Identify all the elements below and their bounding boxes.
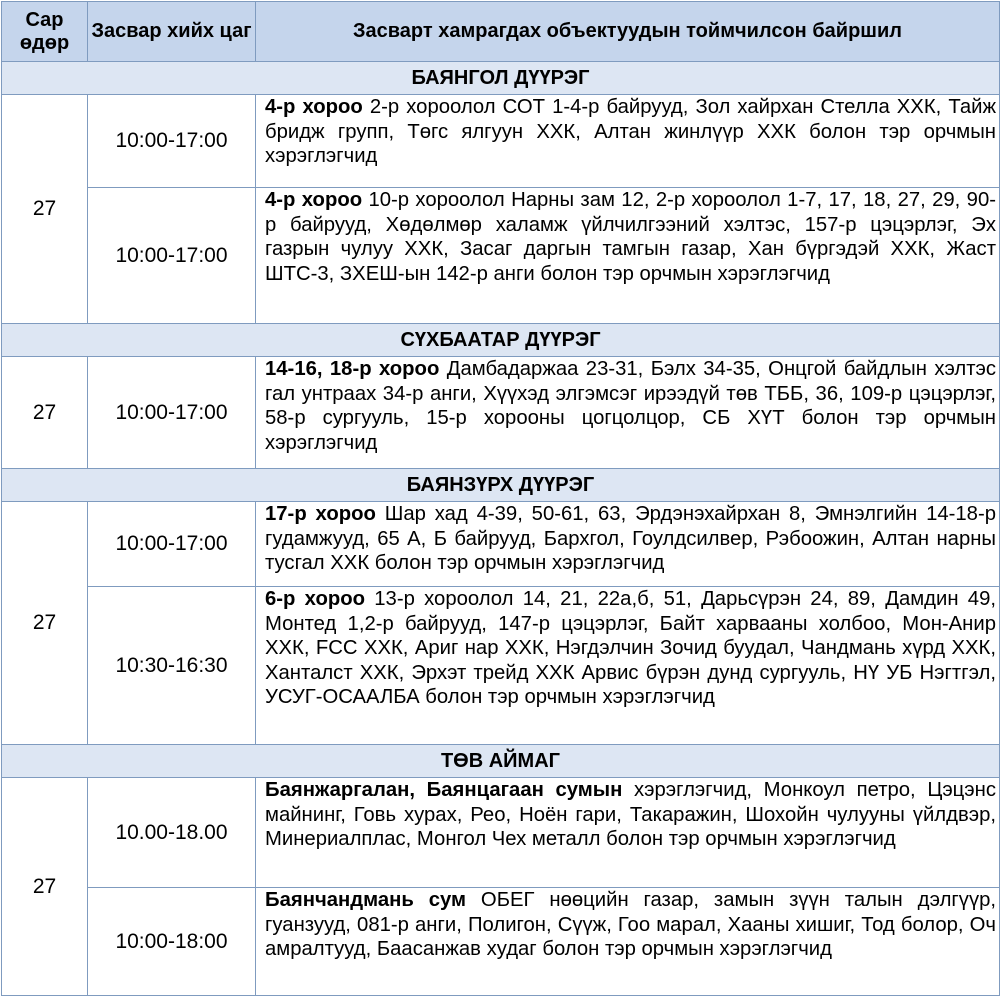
time-cell: 10:00-17:00	[88, 357, 256, 469]
table-row	[2, 888, 1000, 996]
day-cell: 27	[2, 778, 88, 996]
location-bold: 4-р хороо	[265, 96, 363, 118]
header-location: Засварт хамрагдах объектуудын тоймчилсон байршил	[256, 2, 1000, 62]
location-cell	[256, 888, 1000, 996]
location-text: ОБЕГ нөөцийн газар, замын зүүн талын дэлгүүр, гуанзууд, 081-р анги, Полигон, Сүүж, Гоо марал, Хааны хишиг, Тод болор, Оч амралтууд, Баасанжав худаг болон тэр орчмын хэрэглэгчид	[265, 889, 997, 961]
time-cell: 10:00-17:00	[88, 95, 256, 188]
day-cell: 27	[2, 502, 88, 745]
table-row	[2, 587, 1000, 745]
section-title: БАЯНГОЛ ДҮҮРЭГ	[2, 62, 1000, 95]
header-day: Сар өдөр	[2, 2, 88, 62]
location-bold: 4-р хороо	[265, 189, 363, 211]
location-text: Шар хад 4-39, 50-61, 63, Эрдэнэхайрхан 8, Эмнэлгийн 14-18-р гудамжууд, 65 А, Б байрууд, Бархгол, Гоулдсилвер, Рэбоожин, Алтан нарны тусгал ХХК болон тэр орчмын хэрэглэгчид	[265, 503, 996, 575]
header-time: Засвар хийх цаг	[88, 2, 256, 62]
location-cell	[256, 188, 1000, 324]
section-header-sukhbaatar	[2, 324, 1000, 357]
section-title: СҮХБААТАР ДҮҮРЭГ	[2, 324, 1000, 357]
location-text: 13-р хороолол 14, 21, 22а,б, 51, Дарьсүрэн 24, 89, Дамдин 49, Монтед 1,2-р байрууд, 147-р цэцэрлэг, Байт харвааны холбоо, Мон-Анир ХХК, FCC ХХК, Ариг нар ХХК, Нэгдэлчин Зочид буудал, Чандмань хүрд ХХК, Ханталст ХХК, Эрхэт трейд ХХК Арвис бүрэн дунд сургууль, НҮ УБ Нэгтгэл, УСУГ-ОСААЛБА болон тэр орчмын хэрэглэгчид	[265, 588, 996, 709]
location-bold: Баянжаргалан, Баянцагаан сумын	[265, 779, 623, 801]
section-title: БАЯНЗҮРХ ДҮҮРЭГ	[2, 469, 1000, 502]
outage-schedule-table	[1, 1, 1000, 996]
location-bold: 6-р хороо	[265, 588, 366, 610]
location-bold: 17-р хороо	[265, 503, 376, 525]
table-row	[2, 502, 1000, 587]
location-text: 2-р хороолол СОТ 1-4-р байрууд, Зол хайрхан Стелла ХХК, Тайж бридж групп, Төгс ялгуун ХХК, Алтан жинлүүр ХХК болон тэр орчмын хэрэглэгчид	[265, 96, 997, 168]
table-row	[2, 95, 1000, 188]
location-text: 10-р хороолол Нарны зам 12, 2-р хороолол 1-7, 17, 18, 27, 29, 90-р байрууд, Хөдөлмөр халамж үйлчилгээний хэлтэс, 157-р цэцэрлэг, Эх газрын чулуу ХХК, Засаг даргын тамгын газар, Хан бүргэдэй ХХК, Жаст ШТС-3, ЗХЕШ-ын 142-р анги болон тэр орчмын хэрэглэгчид	[265, 189, 996, 285]
section-title: ТӨВ АЙМАГ	[2, 745, 1000, 778]
table-row	[2, 188, 1000, 324]
location-cell	[256, 587, 1000, 745]
location-text: Дамбадаржаа 23-31, Бэлх 34-35, Онцгой байдлын хэлтэс гал унтраах 34-р анги, Хүүхэд элгэмсэг ирээдүй төв ТББ, 36, 109-р цэцэрлэг, 58-р сургууль, 15-р хорооны цогцолцор, СБ ХҮТ болон тэр орчмын хэрэглэгчид	[265, 358, 996, 454]
section-header-bayangol	[2, 62, 1000, 95]
time-cell: 10:30-16:30	[88, 587, 256, 745]
day-cell: 27	[2, 357, 88, 469]
location-bold: Баянчандмань сум	[265, 889, 467, 911]
table-header-row	[2, 2, 1000, 62]
location-cell	[256, 357, 1000, 469]
location-cell	[256, 778, 1000, 888]
day-cell: 27	[2, 95, 88, 324]
time-cell: 10:00-18:00	[88, 888, 256, 996]
time-cell: 10:00-17:00	[88, 502, 256, 587]
section-header-tov-aimag	[2, 745, 1000, 778]
location-bold: 14-16, 18-р хороо	[265, 358, 440, 380]
location-text: хэрэглэгчид, Монкоул петро, Цэцэнс майнинг, Говь хурах, Рео, Ноён гари, Такаражин, Шохойн чулууны үйлдвэр, Минериалплас, Монгол Чех металл болон тэр орчмын хэрэглэгчид	[265, 779, 996, 851]
time-cell: 10:00-17:00	[88, 188, 256, 324]
table-row	[2, 778, 1000, 888]
location-cell	[256, 95, 1000, 188]
section-header-bayanzurkh	[2, 469, 1000, 502]
table-row	[2, 357, 1000, 469]
location-cell	[256, 502, 1000, 587]
time-cell: 10.00-18.00	[88, 778, 256, 888]
